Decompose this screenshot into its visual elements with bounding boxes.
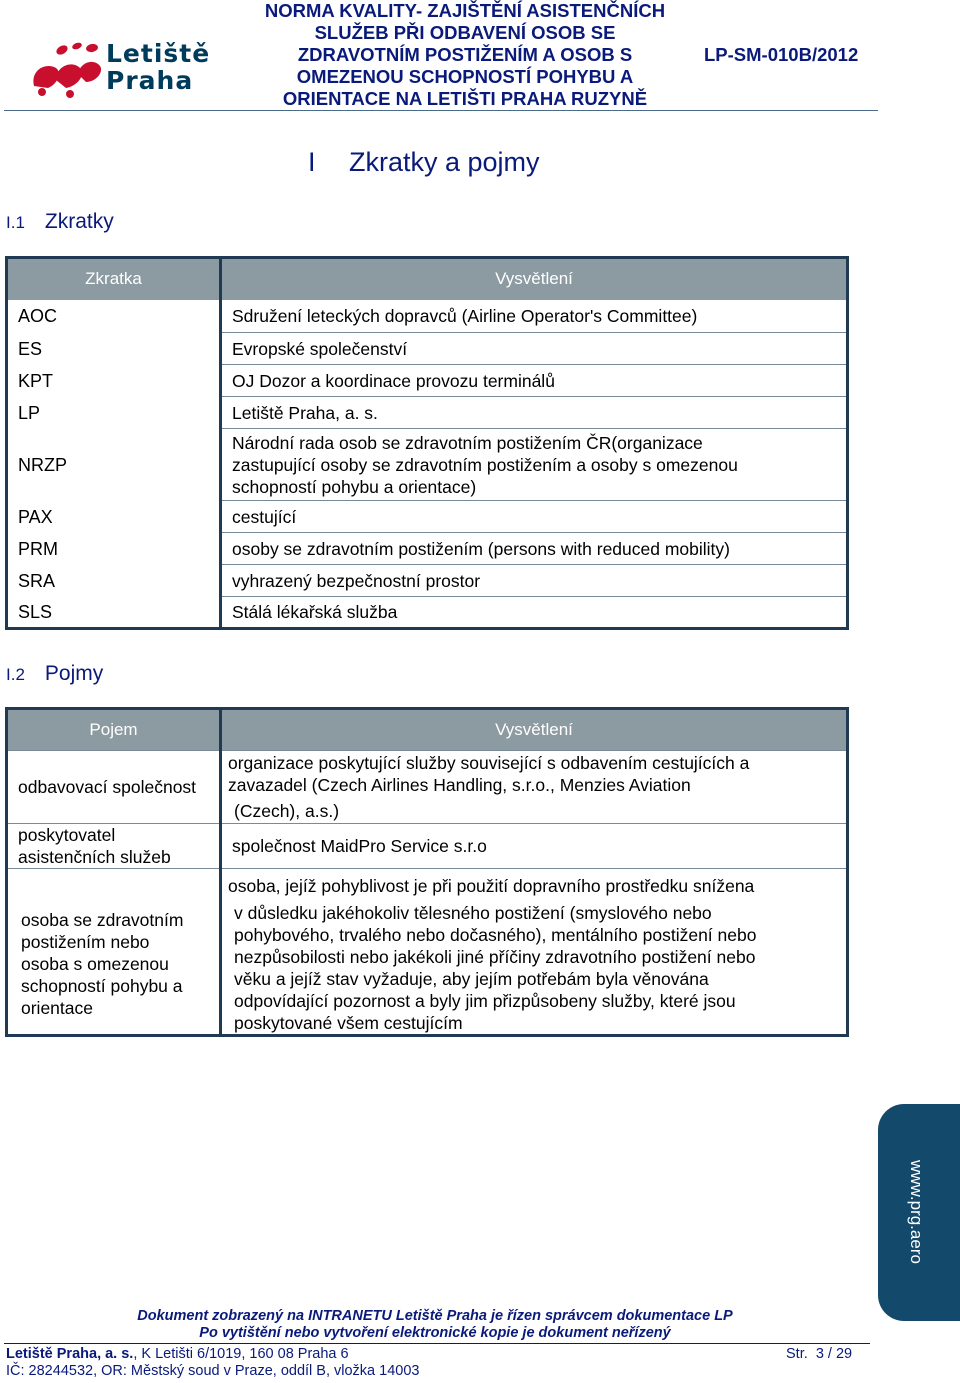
table-header-row — [7, 258, 848, 300]
description-line: věku a jejíž stav vyžaduje, aby jejím potřebám byla věnována — [234, 969, 709, 989]
section-number: I.2 — [6, 665, 25, 684]
term-line: osoba se zdravotním — [21, 909, 184, 930]
description-line: poskytované všem cestujícím — [234, 1013, 463, 1033]
footer-divider — [4, 1343, 870, 1344]
term-line: postižením nebo — [21, 931, 150, 952]
column-header: Zkratka — [7, 258, 221, 300]
abbreviation-cell: AOC — [18, 306, 58, 326]
title-line: OMEZENOU SCHOPNOSTÍ POHYBU A — [296, 66, 634, 87]
page-value: 3 / 29 — [815, 1346, 853, 1362]
term-cell — [7, 824, 221, 869]
logo-text — [106, 40, 210, 94]
section-heading-abbreviations — [6, 210, 114, 234]
table-row — [7, 501, 848, 533]
title-line: ZDRAVOTNÍM POSTIŽENÍM A OSOB S — [297, 44, 633, 65]
abbreviation-cell: LP — [18, 402, 41, 423]
footer-address-text: , K Letišti 6/1019, 160 08 Praha 6 — [133, 1346, 349, 1362]
footer-registration: IČ: 28244532, OR: Městský soud v Praze, oddíl B, vložka 14003 — [6, 1363, 420, 1379]
abbreviation-cell: PRM — [18, 538, 58, 559]
description-line: osoba, jejíž pohyblivost je při použití dopravního prostředku snížena — [228, 876, 755, 896]
abbreviation-cell: SLS — [18, 601, 53, 622]
section-heading-terms — [6, 662, 103, 686]
document-code: LP-SM-010B/2012 — [704, 44, 859, 65]
footer-notice-line2: Po vytištění nebo vytvoření elektronické kopie je dokument neřízený — [199, 1325, 671, 1341]
description-cell: Stálá lékařská služba — [221, 597, 848, 629]
description-cell: společnost MaidPro Service s.r.o — [221, 824, 848, 869]
term-line: orientace — [21, 997, 93, 1018]
term-line: asistenčních služeb — [18, 847, 171, 867]
terms-table — [5, 707, 849, 1037]
website-link[interactable]: www.prg.aero — [907, 1160, 926, 1264]
table-row — [7, 751, 848, 824]
header-divider — [4, 110, 878, 111]
abbreviation-cell: PAX — [18, 506, 53, 527]
description-line: schopností pohybu a orientace) — [232, 476, 477, 497]
description-cell: osoby se zdravotním postižením (persons with reduced mobility) — [221, 533, 848, 565]
table-row — [7, 300, 848, 333]
term-cell: odbavovací společnost — [7, 751, 221, 824]
logo-text-line2: Praha — [106, 66, 194, 95]
section-number: I.1 — [6, 213, 25, 232]
section-title: Pojmy — [44, 662, 104, 685]
description-line: Národní rada osob se zdravotním postižením ČR(organizace — [232, 432, 703, 453]
page-number — [786, 1346, 852, 1362]
abbreviation-cell: ES — [18, 338, 43, 359]
description-cell — [221, 869, 848, 1036]
description-cell: OJ Dozor a koordinace provozu terminálů — [221, 365, 848, 397]
description-cell: Sdružení leteckých dopravců (Airline Operator's Committee) — [221, 300, 848, 333]
description-cell — [221, 751, 848, 824]
description-cell: Evropské společenství — [221, 333, 848, 365]
footer-address — [6, 1346, 349, 1362]
abbreviations-table — [5, 256, 849, 630]
table-row — [7, 365, 848, 397]
column-header: Pojem — [7, 709, 221, 751]
chapter-number: I — [308, 147, 316, 177]
term-line: poskytovatel — [18, 825, 116, 845]
description-cell — [221, 429, 848, 501]
chapter-title: Zkratky a pojmy — [349, 147, 540, 177]
table-row — [7, 333, 848, 365]
description-line: v důsledku jakéhokoliv tělesného postižení (smyslového nebo — [234, 903, 712, 923]
logo-text-line1: Letiště — [106, 39, 211, 68]
description-cell: cestující — [221, 501, 848, 533]
description-line: pohybového, trvalého nebo dočasného), mentálního postižení nebo — [234, 925, 757, 945]
table-row — [7, 533, 848, 565]
column-header: Vysvětlení — [221, 709, 848, 751]
table-row — [7, 397, 848, 429]
footer-notice-line1: Dokument zobrazený na INTRANETU Letiště Praha je řízen správcem dokumentace LP — [137, 1308, 733, 1324]
term-line: schopností pohybu a — [21, 975, 183, 996]
title-line: ORIENTACE NA LETIŠTI PRAHA RUZYNĚ — [282, 88, 648, 109]
section-title: Zkratky — [44, 210, 114, 233]
page-label: Str. — [786, 1346, 808, 1362]
description-line: odpovídající pozornost a byly jim přizpůsobeny služby, které jsou — [234, 991, 736, 1011]
table-row — [7, 565, 848, 597]
abbreviation-cell: KPT — [18, 370, 54, 391]
description-cell: Letiště Praha, a. s. — [221, 397, 848, 429]
description-line: organizace poskytující služby související s odbavením cestujících a — [228, 753, 750, 773]
title-line: SLUŽEB PŘI ODBAVENÍ OSOB SE — [314, 22, 616, 43]
title-line: NORMA KVALITY- ZAJIŠTĚNÍ ASISTENČNÍCH — [264, 0, 666, 21]
description-line: zastupující osoby se zdravotním postižením a osoby s omezenou — [232, 454, 738, 475]
footer-company: Letiště Praha, a. s. — [6, 1346, 134, 1362]
table-row — [7, 824, 848, 869]
table-header-row — [7, 709, 848, 751]
abbreviation-cell: NRZP — [18, 454, 67, 475]
table-row — [7, 597, 848, 629]
description-line: (Czech), a.s.) — [234, 801, 340, 821]
description-line: nezpůsobilosti nebo jakékoli jiné příčiny zdravotního postižení nebo — [234, 947, 756, 967]
description-cell: vyhrazený bezpečnostní prostor — [221, 565, 848, 597]
abbreviation-cell: SRA — [18, 570, 56, 591]
term-line: osoba s omezenou — [21, 953, 169, 974]
document-title — [240, 0, 690, 110]
table-row — [7, 429, 848, 501]
table-row — [7, 869, 848, 1036]
column-header: Vysvětlení — [221, 258, 848, 300]
term-cell — [7, 869, 221, 1036]
description-line: zavazadel (Czech Airlines Handling, s.r.o., Menzies Aviation — [228, 775, 691, 795]
